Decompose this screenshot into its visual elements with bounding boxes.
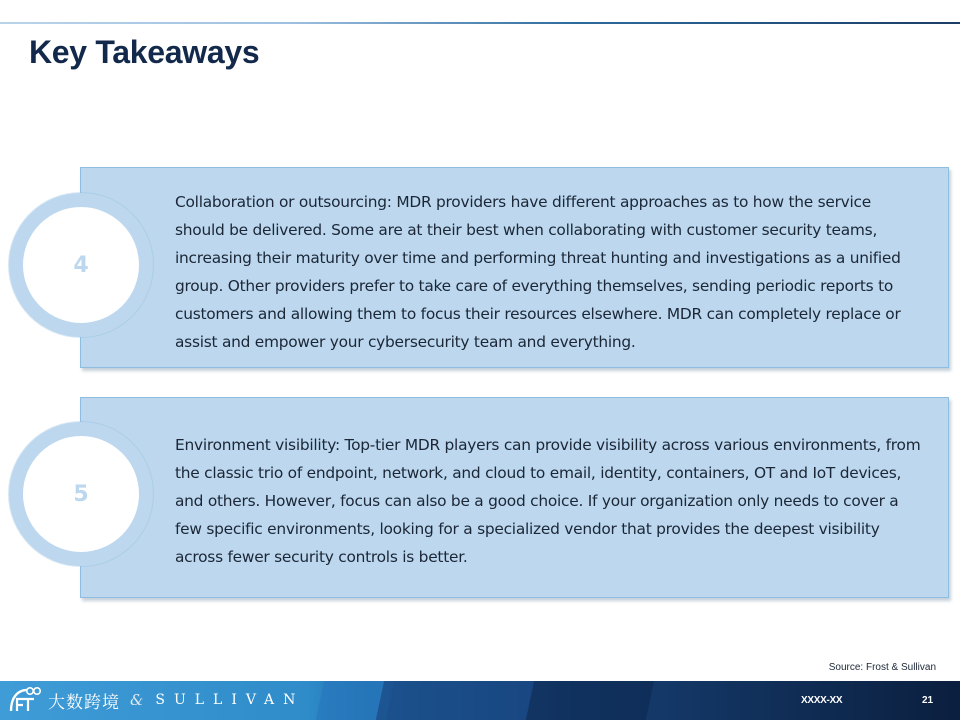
takeaway-text-5: Environment visibility: Top-tier MDR players can provide visibility across various environments, from the classic trio of endpoint, network, and cloud to email, identity, containers, OT and IoT devices, and others. However, focus can also be a good choice. If your organization only needs to cover a few specific environments, looking for a specialized vendor that provides the deepest visibility across fewer security controls is better.: [175, 436, 921, 566]
number-circle-4: [9, 193, 153, 337]
takeaway-text-4: Collaboration or outsourcing: MDR providers have different approaches as to how the service should be delivered. Some are at their best when collaborating with customer security teams, increasing their maturity over time and performing threat hunting and investigations as a unified group. Other providers prefer to take care of everything themselves, sending periodic reports to customers and allowing them to focus their resources elsewhere. MDR can completely replace or assist and empower your cybersecurity team and everything.: [175, 193, 901, 351]
takeaway-number-4: 4: [73, 253, 89, 278]
footer-stripe: [376, 681, 544, 720]
page-title: Key Takeaways: [29, 34, 260, 70]
logo-ampersand: &: [130, 691, 144, 709]
logo-chinese-text: 大数跨境: [48, 692, 120, 713]
logo-mark-icon: [8, 685, 42, 715]
logo-english-text: SULLIVAN: [155, 692, 305, 708]
top-rule: [0, 22, 960, 24]
page-number: 21: [922, 695, 934, 706]
source-note: Source: Frost & Sullivan: [828, 662, 936, 673]
brand-logo: [8, 685, 304, 715]
takeaway-card-4: [80, 167, 949, 368]
takeaway-number-5: 5: [73, 482, 89, 507]
footer-code: XXXX-XX: [801, 695, 843, 706]
footer-bar: [0, 681, 960, 720]
number-circle-5: [9, 422, 153, 566]
takeaway-card-5: [80, 397, 949, 598]
footer-stripe: [526, 681, 654, 720]
